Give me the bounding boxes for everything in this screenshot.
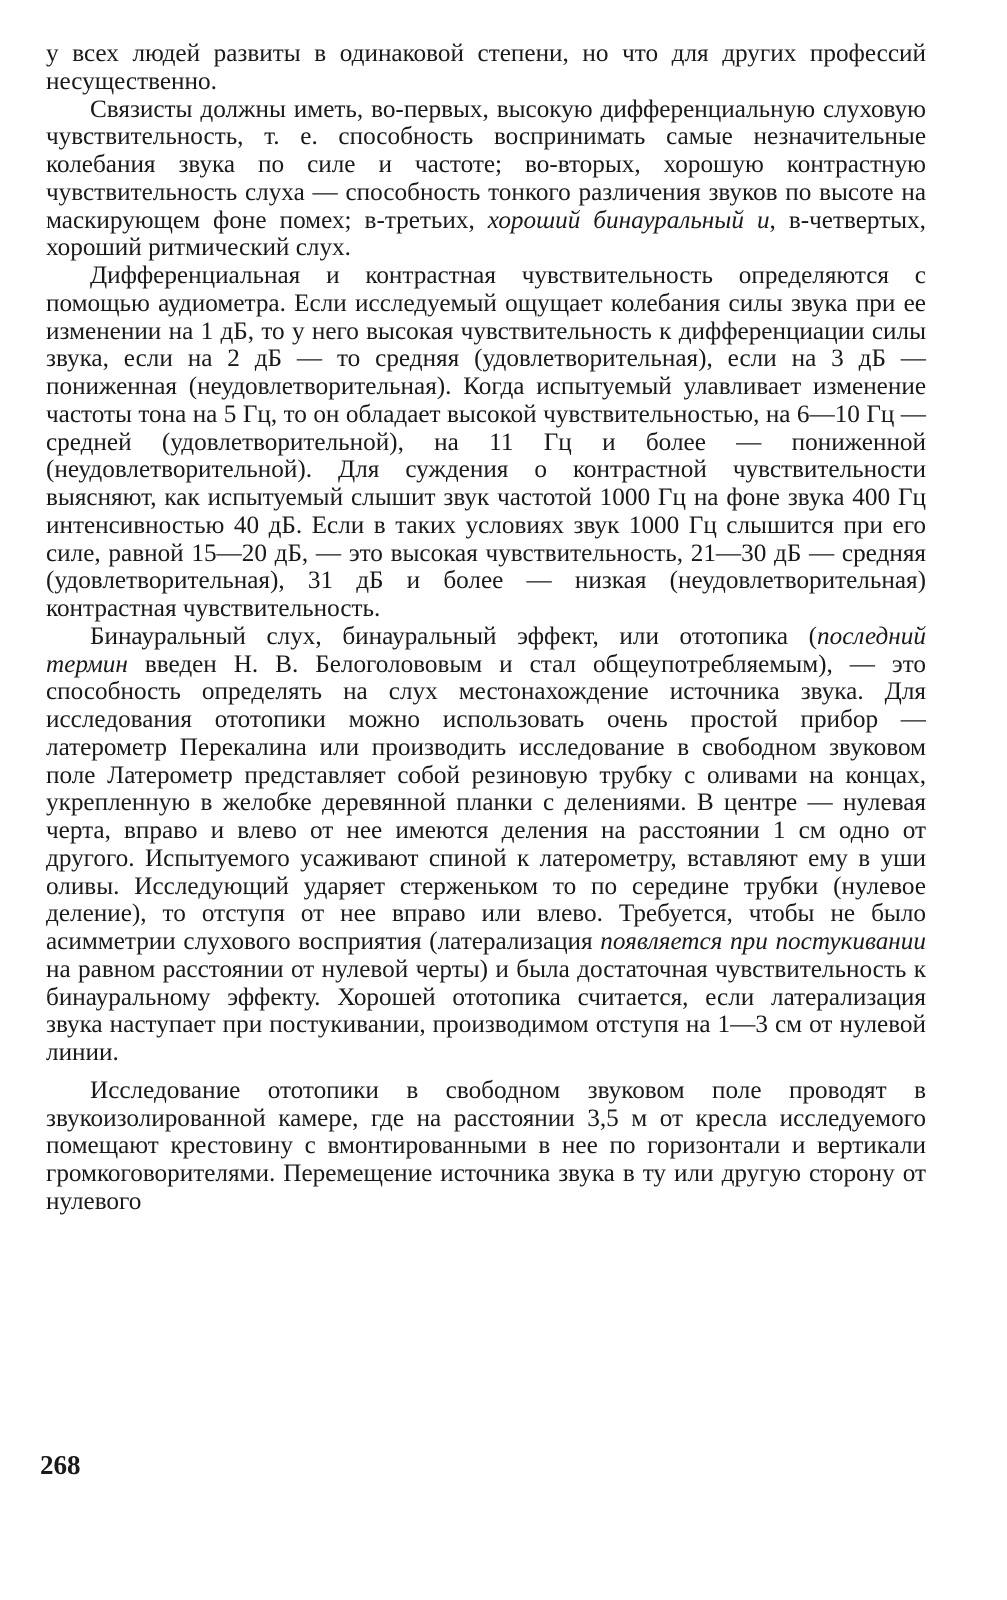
paragraph [46, 262, 926, 623]
paragraph-text: Бинауральный слух, бинауральный эффект, или ототопика ( [90, 622, 818, 650]
italic-phrase: хороший бинауральный и [487, 206, 770, 234]
page-number: 268 [40, 1450, 81, 1480]
paragraph-text: , в-четвертых, хороший ритмический слух. [46, 206, 926, 262]
paragraph-text: Исследование ототопики в свободном звуковом поле проводят в звукоизолированной камере, где на расстоянии 3,5 м от кресла исследуемого помещают крестовину с вмонтированными в нее по горизонтали и вертикали громкоговорителями. Перемещение источника звука в ту или другую сторону от нулевого [46, 1076, 926, 1215]
paragraph-text: Связисты должны иметь, во-первых, высокую дифференциальную слуховую чувствительность, т. е. способность воспринимать самые незначительные колебания звука по силе и частоте; во-вторых, хорошую контрастную чувствительность слуха — способность тонкого различения звуков по высоте на маскирующем фоне помех; в-третьих, [46, 95, 926, 234]
paragraph [46, 1077, 926, 1216]
paragraph [46, 623, 926, 1067]
paragraph [46, 96, 926, 263]
paragraph-text: на равном расстоянии от нулевой черты) и была достаточная чувствительность к бинауральному эффекту. Хорошей ототопика считается, если латерализация звука наступает при постукивании, производимом отступя на 1—3 см от нулевой линии. [46, 955, 926, 1066]
paragraph-text: Дифференциальная и контрастная чувствительность определяются с помощью аудиометра. Если исследуемый ощущает колебания силы звука при ее изменении на 1 дБ, то у него высокая чувствительность к дифференциации силы звука, если на 2 дБ — то средняя (удовлетворительная), если на 3 дБ — пониженная (неудовлетворительная). Когда испытуемый улавливает изменение частоты тона на 5 Гц, то он обладает высокой чувствительностью, на 6—10 Гц — средней (удовлетворительной), на 11 Гц и более — пониженной (неудовлетворительной). Для суждения о контрастной чувствительности выясняют, как испытуемый слышит звук частотой 1000 Гц на фоне звука 400 Гц интенсивностью 40 дБ. Если в таких условиях звук 1000 Гц слышится при его силе, равной 15—20 дБ, — это высокая чувствительность, 21—30 дБ — средняя (удовлетворительная), 31 дБ и более — низкая (неудовлетворительная) контрастная чувствительность. [46, 262, 926, 622]
page-body [46, 40, 926, 1216]
italic-phrase: появляется при постукивании [600, 928, 926, 955]
italic-phrase: последний термин [46, 622, 926, 678]
paragraph-text: у всех людей развиты в одинаковой степени, но что для других профессий несущественно. [46, 40, 926, 95]
paragraph [46, 40, 926, 96]
paragraph-text: введен Н. В. Белоголововым и стал общеупотребляемым), — это способность определять на слух местонахождение источника звука. Для исследования ототопики можно использовать очень простой прибор — латерометр Перекалина или производить исследование в свободном звуковом поле Латерометр представляет собой резиновую трубку с оливами на концах, укрепленную в желобке деревянной планки с делениями. В центре — нулевая черта, вправо и влево от нее имеются деления на расстоянии 1 см одно от другого. Испытуемого усаживают спиной к латерометру, вставляют ему в уши оливы. Исследующий ударяет стерженьком то по середине трубки (нулевое деление), то отступя от нее вправо или влево. Требуется, чтобы не было асимметрии слухового восприятия (латерализация [46, 650, 926, 955]
